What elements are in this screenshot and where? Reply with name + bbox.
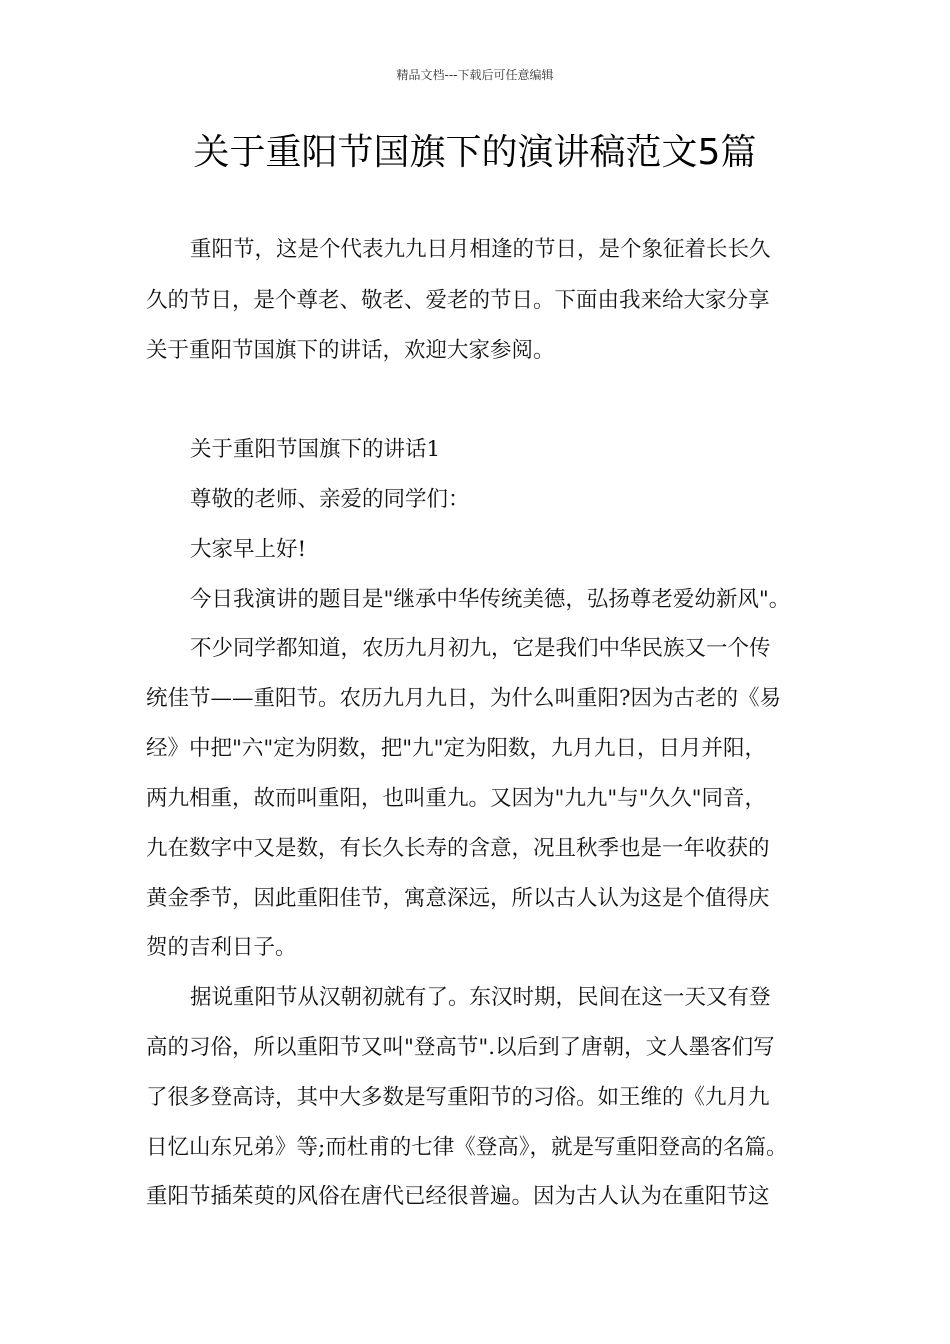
header-note: 精品文档---下载后可任意编辑 — [396, 68, 554, 82]
paragraph-line: 大家早上好! — [190, 537, 307, 562]
paragraph-line: 关于重阳节国旗下的讲话，欢迎大家参阅。 — [146, 338, 555, 363]
paragraph-line: 不少同学都知道，农历九月初九，它是我们中华民族又一个传 — [190, 636, 771, 661]
paragraph-line: 尊敬的老师、亲爱的同学们： — [190, 487, 470, 512]
paragraph-line: 两九相重，故而叫重阳，也叫重九。又因为"九九"与"久久"同音， — [146, 786, 767, 811]
paragraph-line: 重阳节插茱萸的风俗在唐代已经很普遍。因为古人认为在重阳节这 — [146, 1184, 770, 1209]
paragraph-line: 贺的吉利日子。 — [146, 935, 297, 960]
paragraph-line: 久的节日，是个尊老、敬老、爱老的节日。下面由我来给大家分享 — [146, 288, 770, 313]
paragraph-line: 黄金季节，因此重阳佳节，寓意深远，所以古人认为这是个值得庆 — [146, 886, 770, 911]
paragraph-line: 日忆山东兄弟》等;而杜甫的七律《登高》，就是写重阳登高的名篇。 — [146, 1135, 788, 1160]
paragraph-line: 高的习俗，所以重阳节又叫"登高节".以后到了唐朝，文人墨客们写 — [146, 1035, 775, 1060]
paragraph-line: 经》中把"六"定为阴数，把"九"定为阳数，九月九日，日月并阳， — [146, 736, 767, 761]
paragraph-line: 重阳节，这是个代表九九日月相逢的节日，是个象征着长长久 — [190, 237, 771, 262]
paragraph-line: 九在数字中又是数，有长久长寿的含意，况且秋季也是一年收获的 — [146, 836, 770, 861]
paragraph-line: 今日我演讲的题目是"继承中华传统美德，弘扬尊老爱幼新风"。 — [190, 587, 791, 612]
paragraph-line: 统佳节——重阳节。农历九月九日，为什么叫重阳?因为古老的《易 — [146, 686, 782, 711]
paragraph-line: 据说重阳节从汉朝初就有了。东汉时期，民间在这一天又有登 — [190, 985, 771, 1010]
section-heading: 关于重阳节国旗下的讲话1 — [190, 437, 441, 462]
paragraph-line: 了很多登高诗，其中大多数是写重阳节的习俗。如王维的《九月九 — [146, 1085, 770, 1110]
document-title: 关于重阳节国旗下的演讲稿范文5篇 — [193, 132, 757, 173]
